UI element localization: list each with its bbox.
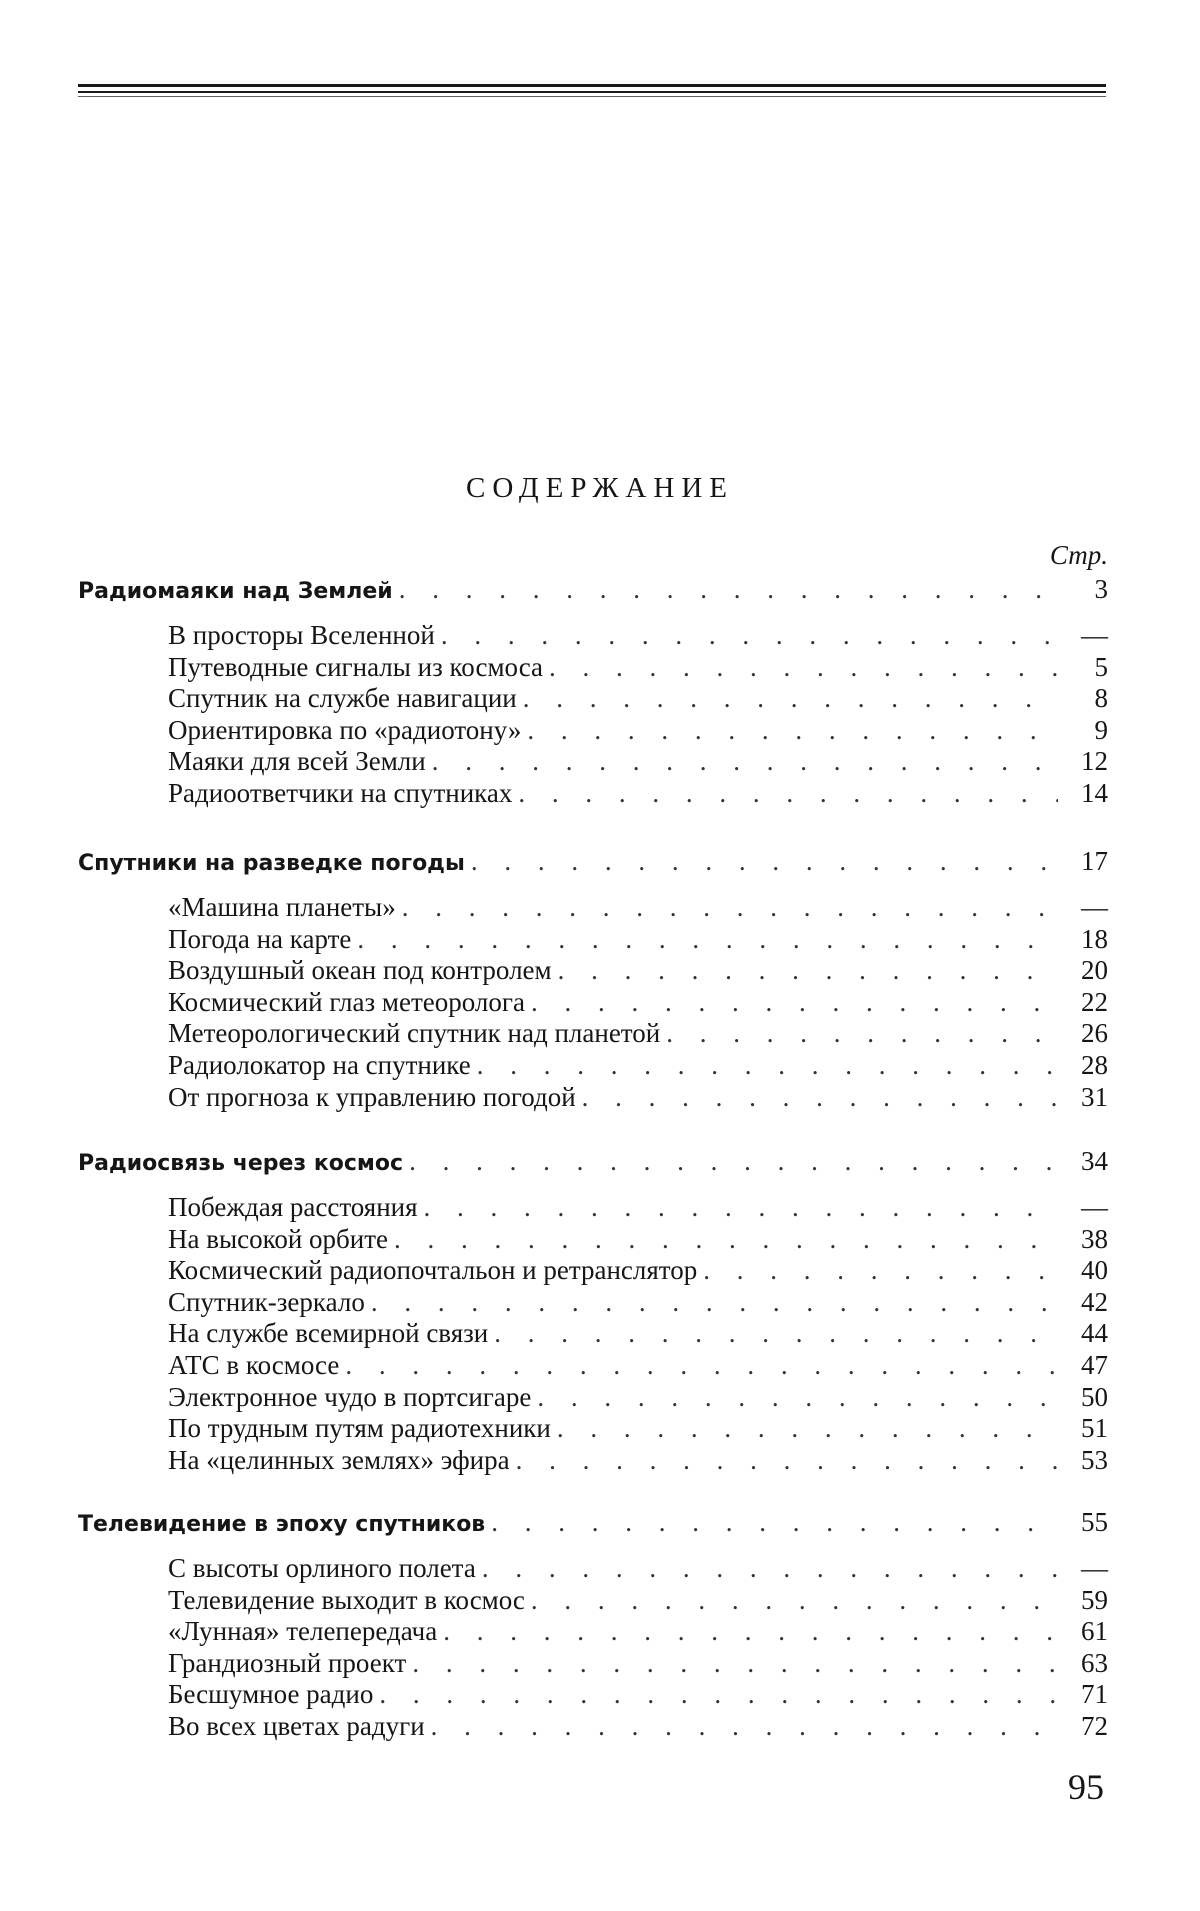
section-page: 9	[1094, 714, 1108, 745]
section-title: На «целинных землях» эфира	[168, 1444, 510, 1475]
dot-leader	[424, 1191, 1058, 1223]
toc-section-row	[0, 1081, 1108, 1113]
toc-section-row	[0, 1647, 1108, 1679]
section-page: 20	[1081, 955, 1108, 986]
section-title: Космический глаз метеоролога	[168, 986, 525, 1017]
section-title: В просторы Вселенной	[168, 620, 435, 650]
section-page: 44	[1081, 1318, 1108, 1349]
section-title: Во всех цветах радуги	[168, 1711, 425, 1741]
section-page: 50	[1081, 1381, 1108, 1412]
section-page: 14	[1081, 778, 1108, 808]
chapter-page: 17	[1081, 846, 1108, 876]
section-page: 72	[1081, 1711, 1108, 1741]
dot-leader	[402, 891, 1058, 923]
toc-section-row	[0, 682, 1108, 714]
toc-section-row	[0, 1678, 1108, 1710]
top-rule-medium	[78, 91, 1106, 93]
toc-section-row	[0, 1412, 1108, 1444]
toc-section-row	[0, 1584, 1108, 1616]
dot-leader	[491, 1506, 1058, 1538]
chapter-title: Радиосвязь через космос	[78, 1151, 404, 1176]
dot-leader	[431, 1710, 1058, 1742]
chapter-title: Спутники на разведке погоды	[78, 851, 465, 876]
dot-leader	[371, 1286, 1058, 1318]
toc-section-row	[0, 1223, 1108, 1255]
section-title: Телевидение выходит в космос	[168, 1584, 525, 1615]
toc-section-row	[0, 651, 1108, 683]
dot-leader	[471, 845, 1058, 877]
toc-section-row	[0, 1017, 1108, 1049]
toc-section-row	[0, 1254, 1108, 1286]
toc-heading: СОДЕРЖАНИЕ	[466, 472, 734, 504]
section-page: 40	[1081, 1255, 1108, 1286]
dot-leader	[531, 1584, 1058, 1616]
top-rule	[78, 84, 1106, 104]
section-title: Погода на карте	[168, 923, 352, 954]
section-page: 31	[1081, 1081, 1108, 1112]
section-page: 71	[1081, 1679, 1108, 1710]
toc-section-row	[0, 1615, 1108, 1647]
dot-leader	[379, 1678, 1058, 1710]
section-page: 22	[1081, 986, 1108, 1017]
top-rule-thin	[78, 96, 1106, 97]
section-title: С высоты орлиного полета	[168, 1553, 476, 1583]
toc-section-row	[0, 954, 1108, 986]
dot-leader	[443, 1615, 1058, 1647]
section-title: Спутник на службе навигации	[168, 683, 517, 714]
section-page: 18	[1081, 923, 1108, 954]
section-page: 47	[1081, 1350, 1108, 1380]
toc-section-row	[0, 745, 1108, 777]
section-title: Ориентировка по «радиотону»	[168, 714, 522, 745]
section-page: 8	[1094, 683, 1108, 714]
toc-chapter-row	[0, 1506, 1108, 1538]
toc-section-row	[0, 1381, 1108, 1413]
toc-section-row	[0, 1049, 1108, 1081]
section-title: Радиоответчики на спутниках	[168, 778, 513, 808]
section-title: АТС в космосе	[168, 1350, 340, 1380]
toc-section-row	[0, 1710, 1108, 1742]
dot-leader	[582, 1081, 1058, 1113]
chapter-page: 34	[1081, 1146, 1108, 1176]
dot-leader	[558, 954, 1058, 986]
toc-section-row	[0, 1552, 1108, 1584]
section-title: На службе всемирной связи	[168, 1318, 489, 1349]
dot-leader	[345, 1349, 1058, 1381]
chapter-title: Радиомаяки над Землей	[78, 579, 393, 604]
section-page: 12	[1081, 746, 1108, 777]
section-title: Грандиозный проект	[168, 1647, 407, 1678]
toc-section-row	[0, 619, 1108, 651]
dot-leader	[666, 1017, 1058, 1049]
toc-chapter-row	[0, 845, 1108, 877]
toc-section-row	[0, 1444, 1108, 1476]
toc-section-row	[0, 986, 1108, 1018]
chapter-title: Телевидение в эпоху спутников	[78, 1512, 486, 1537]
dot-leader	[399, 573, 1058, 605]
section-title: Спутник-зеркало	[168, 1286, 365, 1317]
section-title: По трудным путям радиотехники	[168, 1413, 551, 1444]
dot-leader	[527, 714, 1058, 746]
dot-leader	[432, 745, 1058, 777]
toc-section-row	[0, 923, 1108, 955]
toc-section-row	[0, 1317, 1108, 1349]
section-title: Воздушный океан под контролем	[168, 955, 552, 986]
dot-leader	[549, 651, 1058, 683]
section-title: Бесшумное радио	[168, 1679, 374, 1710]
section-title: Путеводные сигналы из космоса	[168, 651, 543, 682]
chapter-page: 3	[1094, 574, 1108, 604]
dot-leader	[557, 1412, 1058, 1444]
toc-section-row	[0, 714, 1108, 746]
dot-leader	[523, 682, 1058, 714]
page-column-label: Стр.	[1049, 540, 1108, 570]
page-number: 95	[1068, 1767, 1104, 1807]
section-title: Космический радиопочтальон и ретранслятор	[168, 1255, 698, 1286]
dot-leader	[537, 1381, 1058, 1413]
section-page: 61	[1081, 1616, 1108, 1647]
section-page: —	[1081, 1192, 1108, 1222]
toc-section-row	[0, 1191, 1108, 1223]
dot-leader	[412, 1647, 1058, 1679]
section-page: —	[1081, 1553, 1108, 1583]
dot-leader	[703, 1254, 1058, 1286]
dot-leader	[482, 1552, 1058, 1584]
dot-leader	[518, 777, 1058, 809]
dot-leader	[516, 1444, 1058, 1476]
dot-leader	[409, 1145, 1058, 1177]
chapter-page: 55	[1081, 1507, 1108, 1537]
dot-leader	[494, 1317, 1058, 1349]
section-page: —	[1081, 620, 1108, 650]
top-rule-thick	[78, 84, 1106, 87]
toc-section-row	[0, 891, 1108, 923]
section-title: На высокой орбите	[168, 1223, 389, 1254]
section-page: 38	[1081, 1223, 1108, 1254]
section-page: 42	[1081, 1286, 1108, 1317]
section-page: 28	[1081, 1050, 1108, 1080]
section-title: Маяки для всей Земли	[168, 746, 426, 777]
section-page: 5	[1094, 651, 1108, 682]
section-title: «Машина планеты»	[168, 892, 396, 922]
section-title: «Лунная» телепередача	[168, 1616, 438, 1647]
dot-leader	[441, 619, 1058, 651]
section-title: Электронное чудо в портсигаре	[168, 1381, 532, 1412]
toc-section-row	[0, 1286, 1108, 1318]
section-title: Радиолокатор на спутнике	[168, 1050, 471, 1080]
section-page: 63	[1081, 1647, 1108, 1678]
toc-section-row	[0, 1349, 1108, 1381]
section-page: —	[1081, 892, 1108, 922]
dot-leader	[357, 923, 1058, 955]
section-page: 26	[1081, 1018, 1108, 1049]
dot-leader	[394, 1223, 1058, 1255]
section-title: Побеждая расстояния	[168, 1192, 418, 1222]
section-title: Метеорологический спутник над планетой	[168, 1018, 661, 1049]
section-page: 59	[1081, 1584, 1108, 1615]
section-title: От прогноза к управлению погодой	[168, 1081, 576, 1112]
dot-leader	[531, 986, 1058, 1018]
section-page: 51	[1081, 1413, 1108, 1444]
dot-leader	[477, 1049, 1058, 1081]
toc-chapter-row	[0, 573, 1108, 605]
toc-chapter-row	[0, 1145, 1108, 1177]
toc-section-row	[0, 777, 1108, 809]
section-page: 53	[1081, 1444, 1108, 1475]
